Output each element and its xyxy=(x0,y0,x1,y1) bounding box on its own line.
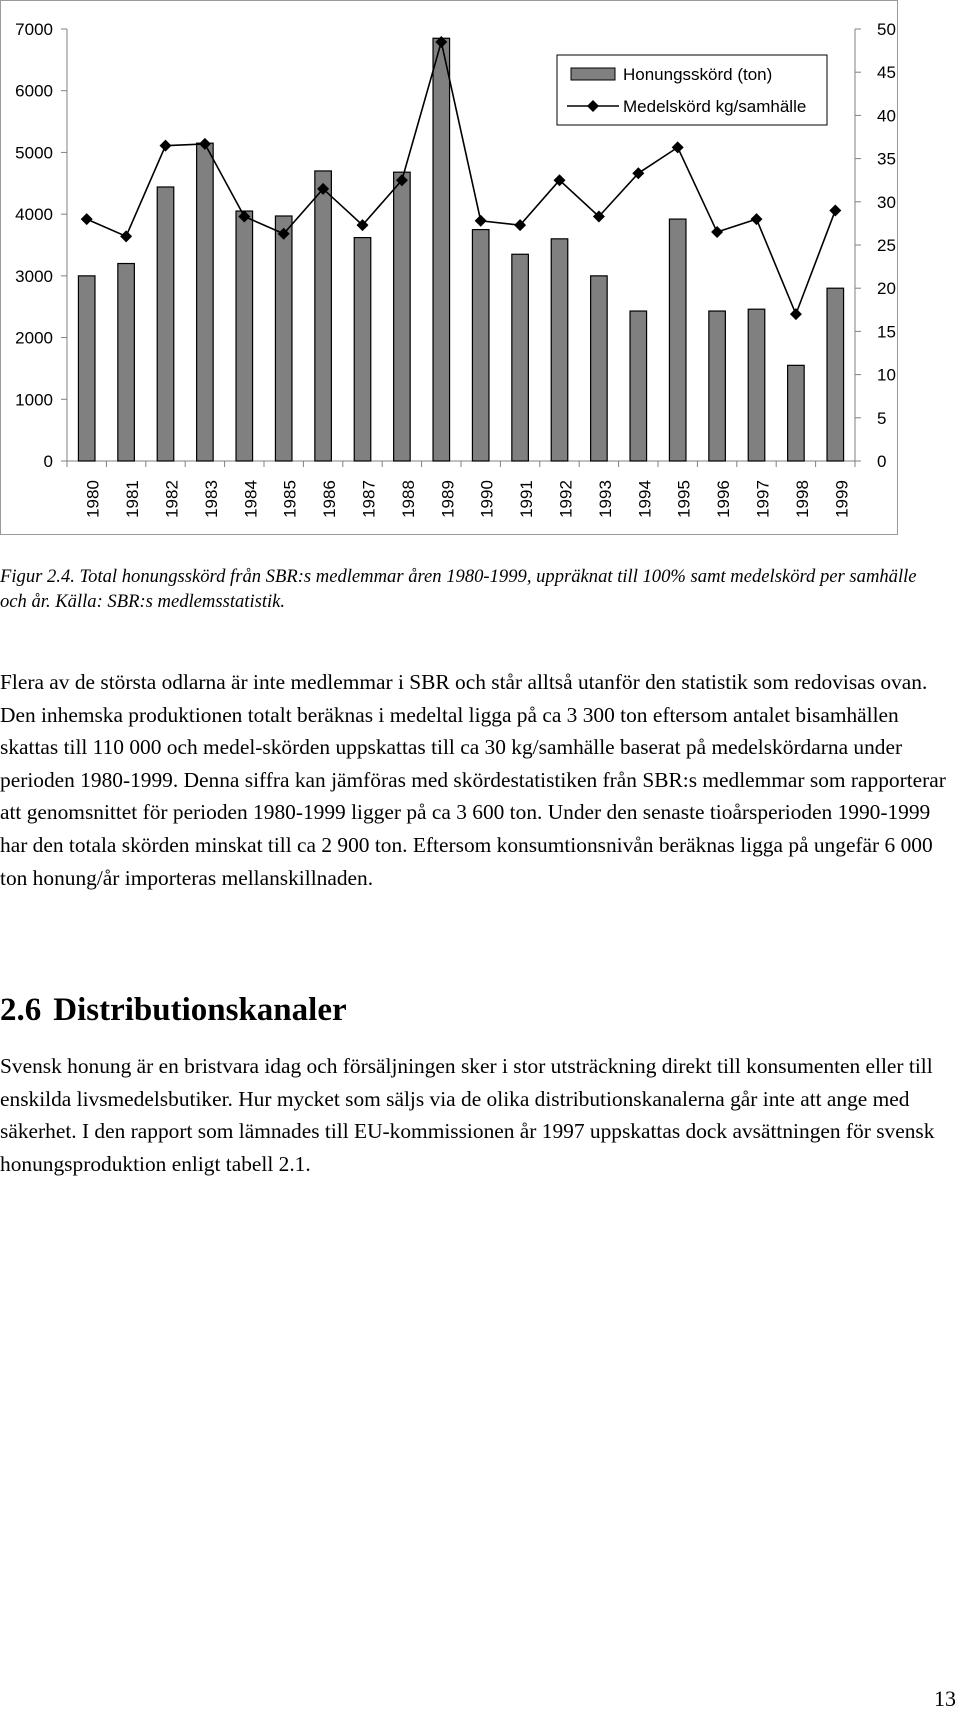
x-tick-label-1980: 1980 xyxy=(83,480,103,518)
page-number: 13 xyxy=(934,1686,956,1711)
x-tick-label-1992: 1992 xyxy=(556,480,576,518)
section-number: 2.6 xyxy=(0,992,42,1028)
body-paragraph-1: Flera av de största odlarna är inte medlemmar i SBR och står alltså utanför den statistik som redovisas ovan. Den inhemska produktionen totalt beräknas i medeltal ligga på ca 3 300 ton eftersom antalet bisamhällen skattas till 110 000 och medel-skörden uppskattas till ca 30 kg/samhälle baserat på medelskördarna under perioden 1980-1999. Denna siffra kan jämföras med skördestatistiken från SBR:s medlemmar som rapporterar att genomsnittet för perioden 1980-1999 ligger på ca 3 600 ton. Under den senaste tioårsperioden 1990-1999 har den totala skörden minskat till ca 2 900 ton. Eftersom konsumtionsnivån beräknas ligga på ungefär 6 000 ton honung/år importeras mellanskillnaden. xyxy=(0,670,946,890)
x-tick-label-1990: 1990 xyxy=(477,480,497,518)
legend-line-label: Medelskörd kg/samhälle xyxy=(623,97,807,116)
x-tick-label-1987: 1987 xyxy=(359,480,379,518)
y-right-tick-label: 25 xyxy=(877,236,896,255)
line-marker-1995 xyxy=(672,141,684,153)
x-tick-label-1995: 1995 xyxy=(674,480,694,518)
y-right-tick-label: 35 xyxy=(877,149,896,169)
bar-1988 xyxy=(394,172,411,461)
bar-1981 xyxy=(118,264,135,461)
x-tick-label-1983: 1983 xyxy=(201,480,221,518)
y-left-tick-label: 6000 xyxy=(15,81,53,101)
x-tick-label-1982: 1982 xyxy=(162,480,182,518)
bar-1998 xyxy=(788,365,805,461)
bar-1985 xyxy=(275,216,292,461)
line-marker-1998 xyxy=(790,308,802,320)
bar-1986 xyxy=(315,171,332,461)
y-left-tick-label: 4000 xyxy=(15,205,53,225)
y-right-tick-label: 30 xyxy=(877,192,896,212)
bar-1982 xyxy=(157,187,174,461)
y-left-tick-label: 3000 xyxy=(15,266,53,286)
x-tick-label-1984: 1984 xyxy=(241,480,261,518)
bar-1996 xyxy=(709,311,726,461)
line-marker-1980 xyxy=(81,213,93,225)
bar-1995 xyxy=(669,219,686,461)
y-right-tick-label: 15 xyxy=(877,322,896,342)
x-tick-label-1989: 1989 xyxy=(438,480,458,518)
legend-bar-swatch xyxy=(571,68,615,80)
figure-caption: Figur 2.4. Total honungsskörd från SBR:s medlemmar åren 1980-1999, uppräknat till 100% samt medelskörd per samhälle och år. Källa: SBR:s medlemsstatistik. xyxy=(0,566,917,612)
bar-1997 xyxy=(748,309,765,461)
bar-1993 xyxy=(591,276,608,461)
x-tick-label-1996: 1996 xyxy=(714,480,734,518)
x-tick-label-1981: 1981 xyxy=(123,480,143,518)
y-left-tick-label: 0 xyxy=(43,452,53,471)
bar-1984 xyxy=(236,211,253,461)
x-tick-label-1988: 1988 xyxy=(398,480,418,518)
body-paragraph-2: Svensk honung är en bristvara idag och försäljningen sker i stor utsträckning direkt till konsumenten eller till enskilda livsmedelsbutiker. Hur mycket som säljs via de olika distributionskanalerna går inte att ange med säkerhet. I den rapport som lämnades till EU-kommissionen år 1997 uppskattas dock avsättningen för svensk honungsproduktion enligt tabell 2.1. xyxy=(0,1054,935,1176)
bar-1990 xyxy=(472,230,489,461)
x-tick-label-1997: 1997 xyxy=(753,480,773,518)
y-right-tick-label: 45 xyxy=(877,63,896,83)
y-left-tick-label: 7000 xyxy=(15,20,53,39)
y-left-tick-label: 5000 xyxy=(15,143,53,163)
bar-1992 xyxy=(551,239,568,461)
x-tick-label-1998: 1998 xyxy=(792,480,812,518)
line-marker-1997 xyxy=(751,213,763,225)
y-right-tick-label: 50 xyxy=(877,20,896,39)
legend-bar-label: Honungsskörd (ton) xyxy=(623,65,773,84)
chart-frame xyxy=(0,0,898,535)
y-left-tick-label: 1000 xyxy=(15,390,53,410)
bar-1987 xyxy=(354,238,371,461)
line-marker-1996 xyxy=(711,226,723,238)
y-right-tick-label: 5 xyxy=(877,408,887,428)
bar-1994 xyxy=(630,311,647,461)
bar-1983 xyxy=(197,143,214,461)
x-tick-label-1986: 1986 xyxy=(320,480,340,518)
y-left-tick-label: 2000 xyxy=(15,328,53,348)
honey-harvest-chart xyxy=(1,1,899,536)
line-marker-1981 xyxy=(120,230,132,242)
bar-1991 xyxy=(512,254,529,461)
bar-1989 xyxy=(433,38,450,461)
y-right-tick-label: 20 xyxy=(877,279,896,299)
y-right-tick-label: 10 xyxy=(877,365,896,385)
x-tick-label-1999: 1999 xyxy=(832,480,852,518)
x-tick-label-1994: 1994 xyxy=(635,480,655,518)
line-marker-1990 xyxy=(475,215,487,227)
y-right-tick-label: 0 xyxy=(877,452,887,471)
section-heading xyxy=(0,990,347,1030)
bar-1980 xyxy=(78,276,95,461)
y-right-tick-label: 40 xyxy=(877,106,896,126)
x-tick-label-1991: 1991 xyxy=(517,480,537,518)
line-marker-1999 xyxy=(829,204,841,216)
line-marker-1982 xyxy=(160,140,172,152)
x-tick-label-1993: 1993 xyxy=(595,480,615,518)
x-tick-label-1985: 1985 xyxy=(280,480,300,518)
bar-1999 xyxy=(827,288,844,461)
section-title: Distributionskanaler xyxy=(53,992,347,1028)
